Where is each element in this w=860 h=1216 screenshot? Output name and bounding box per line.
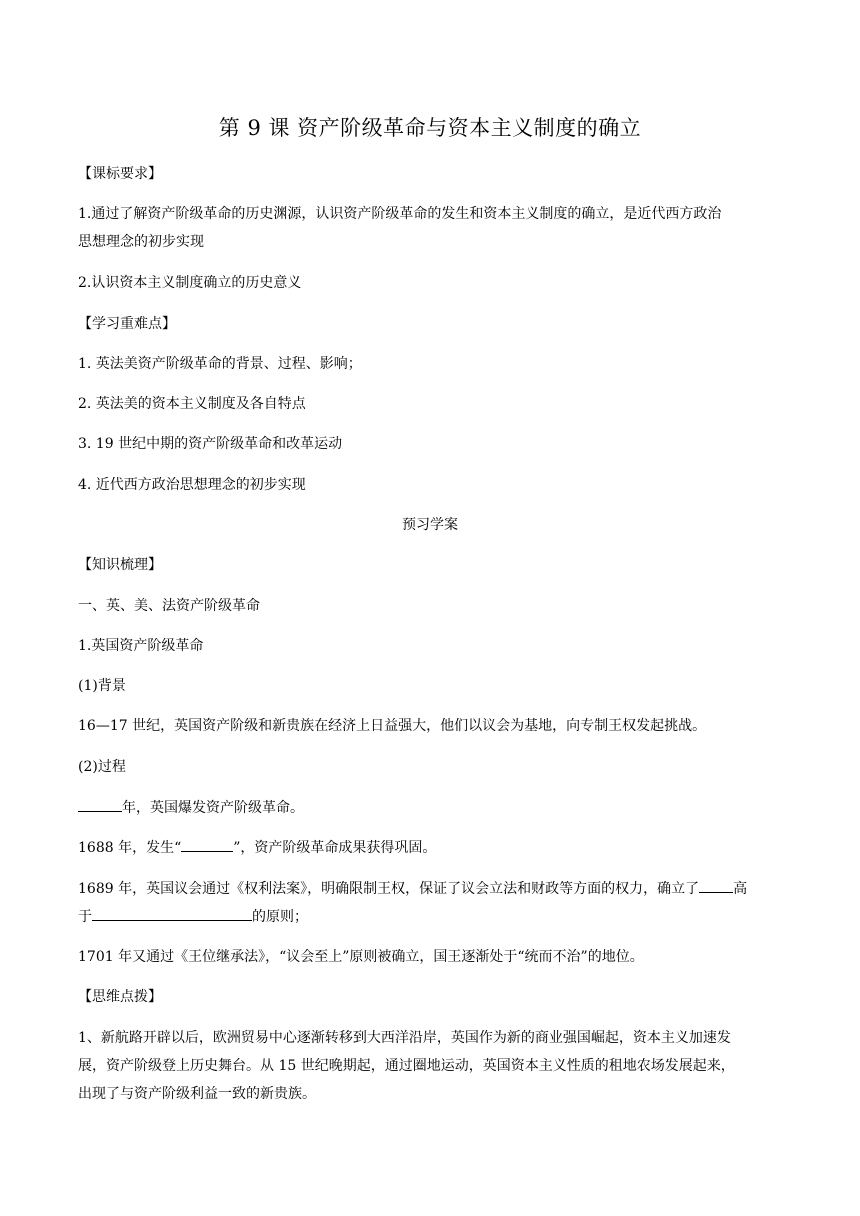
curriculum-item-2: 2.认识资本主义制度确立的历史意义: [78, 275, 302, 291]
background-label: (1)背景: [78, 678, 126, 694]
fill-blank-year[interactable]: [78, 797, 122, 812]
thinking-para-1-line-3: 出现了与资产阶级利益一致的新贵族。: [78, 1086, 316, 1102]
key-point-4: 4. 近代西方政治思想理念的初步实现: [78, 477, 306, 493]
fill-blank-principle-b[interactable]: [92, 906, 252, 921]
process-item-3-line-2: 于 的原则；: [78, 906, 782, 927]
subsection-1-heading: 1.英国资产阶级革命: [78, 638, 204, 654]
background-text: 16—17 世纪，英国资产阶级和新贵族在经济上日益强大，他们以议会为基地，向专制王权发起挑战。: [78, 718, 707, 734]
curriculum-item-1-line-1: 1.通过了解资产阶级革命的历史渊源，认识资产阶级革命的发生和资本主义制度的确立，是近代西方政治: [78, 206, 722, 222]
thinking-para-1-line-1: 1、新航路开辟以后，欧洲贸易中心逐渐转移到大西洋沿岸，英国作为新的商业强国崛起，资本主义加速发: [78, 1030, 731, 1046]
process-item-2: 1688 年，发生“ ”，资产阶级革命成果获得巩固。: [78, 837, 782, 858]
key-point-3: 3. 19 世纪中期的资产阶级革命和改革运动: [78, 436, 343, 452]
key-points-heading: 【学习重难点】: [78, 316, 176, 332]
preview-section-title: 预习学案: [402, 517, 458, 533]
section-1-heading: 一、英、美、法资产阶级革命: [78, 598, 260, 614]
fill-blank-event[interactable]: [181, 837, 233, 852]
page-title: 第 9 课 资产阶级革命与资本主义制度的确立: [218, 116, 642, 140]
key-point-1: 1. 英法美资产阶级革命的背景、过程、影响；: [78, 356, 362, 372]
process-item-3-line-1: 1689 年，英国议会通过《权利法案》，明确限制王权，保证了议会立法和财政等方面的权力，确立了 高: [78, 878, 782, 899]
process-item-4: 1701 年又通过《王位继承法》，“议会至上”原则被确立，国王逐渐处于“统而不治”的地位。: [78, 949, 644, 965]
process-label: (2)过程: [78, 759, 126, 775]
process-item-1: 年，英国爆发资产阶级革命。: [78, 797, 782, 818]
key-point-2: 2. 英法美的资本主义制度及各自特点: [78, 396, 306, 412]
curriculum-item-1-line-2: 思想理念的初步实现: [78, 234, 204, 250]
thinking-para-1-line-2: 展，资产阶级登上历史舞台。从 15 世纪晚期起，通过圈地运动，英国资本主义性质的租地农场发展起来，: [78, 1058, 735, 1074]
knowledge-heading: 【知识梳理】: [78, 557, 162, 573]
curriculum-heading: 【课标要求】: [78, 166, 162, 182]
fill-blank-principle-a[interactable]: [699, 878, 733, 893]
thinking-heading: 【思维点拨】: [78, 989, 162, 1005]
